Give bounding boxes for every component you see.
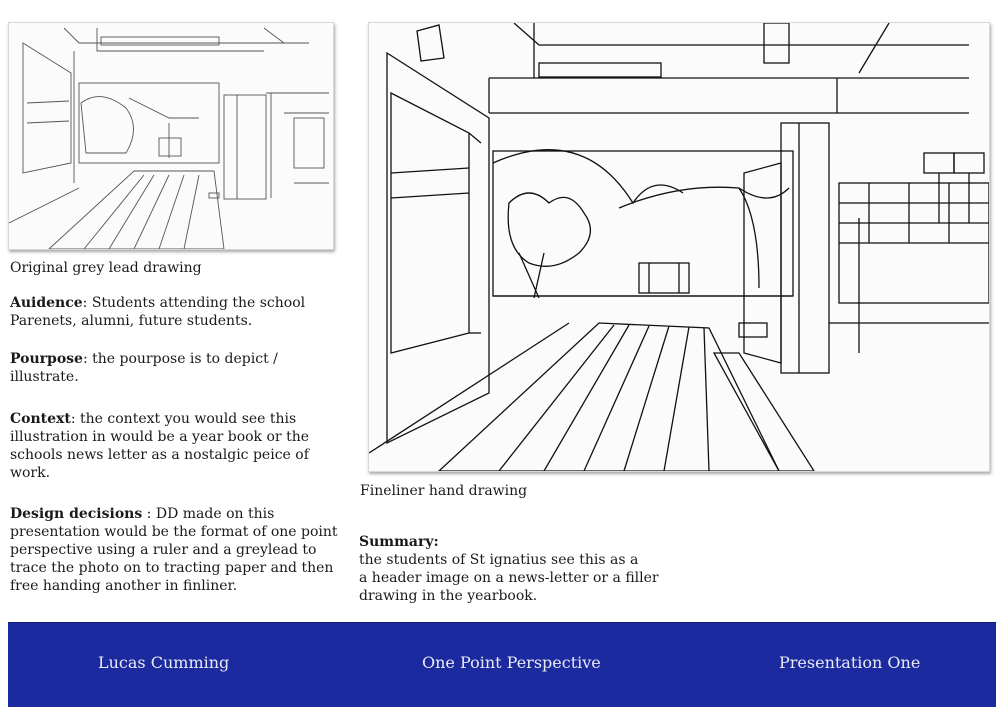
purpose-text-1: : the pourpose is to depict / [82, 351, 278, 367]
fineliner-drawing-image [368, 22, 990, 472]
grey-lead-sketch [9, 23, 333, 249]
context-text-1: : the context you would see this [70, 411, 297, 427]
design-text-1: : DD made on this [142, 506, 275, 522]
original-drawing-image [8, 22, 334, 250]
footer-author: Lucas Cumming [98, 653, 230, 672]
context-text-3: schools news letter as a nostalgic peice of [10, 447, 309, 463]
design-text-5: free handing another in finliner. [10, 578, 238, 594]
context-text-4: work. [10, 465, 51, 481]
purpose-label: Pourpose [10, 351, 83, 367]
design-label: Design decisions [10, 506, 143, 522]
fineliner-drawing-caption: Fineliner hand drawing [360, 483, 528, 499]
purpose-section [10, 350, 330, 386]
context-label: Context [10, 411, 71, 427]
audience-label: Auidence [10, 295, 83, 311]
context-text-2: illustration in would be a year book or the [10, 429, 309, 445]
fineliner-sketch [369, 23, 989, 471]
footer-title: One Point Perspective [422, 653, 601, 672]
summary-text-3: drawing in the yearbook. [359, 588, 538, 604]
context-section [10, 410, 330, 482]
design-text-3: perspective using a ruler and a greylead to [10, 542, 317, 558]
summary-text-2: a header image on a news-letter or a filler [359, 570, 659, 586]
audience-text-2: Parenets, alumni, future students. [10, 313, 253, 329]
design-decisions-section [10, 505, 340, 595]
footer-banner [8, 622, 996, 707]
footer-presentation: Presentation One [779, 653, 921, 672]
summary-text-1: the students of St ignatius see this as a [359, 552, 639, 568]
original-drawing-caption: Original grey lead drawing [10, 260, 202, 276]
audience-section [10, 294, 330, 330]
audience-text-1: : Students attending the school [82, 295, 306, 311]
summary-label: Summary: [359, 534, 439, 550]
purpose-text-2: illustrate. [10, 369, 79, 385]
design-text-2: presentation would be the format of one point [10, 524, 338, 540]
design-text-4: trace the photo on to tracting paper and then [10, 560, 334, 576]
summary-section [359, 533, 659, 605]
